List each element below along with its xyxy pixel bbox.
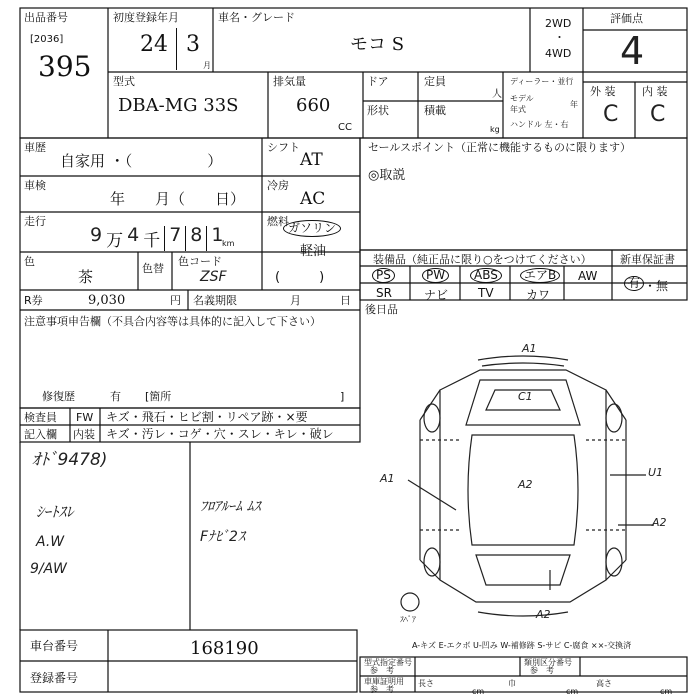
drive-4wd: 4WD <box>545 47 572 60</box>
inspector-label1: 検査員 <box>24 411 57 424</box>
equip-leather: カワ <box>526 288 551 302</box>
equip-airbag <box>520 268 560 283</box>
displacement-value: 660 <box>296 95 331 116</box>
equip-sr: SR <box>376 286 392 300</box>
length-unit: cm <box>472 687 485 696</box>
shape-label: 形状 <box>367 104 389 117</box>
type-cert-label: 型式指定番号 <box>364 658 412 667</box>
person-unit: 人 <box>492 89 502 100</box>
recycle-label: R券 <box>24 294 43 307</box>
drive-dot: ・ <box>554 31 565 44</box>
repair-close: ] <box>340 390 345 403</box>
mileage-digit: 9 <box>90 224 103 246</box>
model-value: DBA-MG 33S <box>118 95 239 116</box>
model-year-label2: 年式 <box>510 105 526 114</box>
exterior-value: C <box>603 102 619 127</box>
name-label: 車名・グレード <box>218 11 295 24</box>
km-unit: km <box>222 239 235 248</box>
grade-label: 評価点 <box>610 12 643 25</box>
exterior-label: 外 装 <box>590 85 616 98</box>
color-code-value: ZSF <box>200 269 227 285</box>
equip-abs-text: ABS <box>470 268 502 283</box>
inspector-label2: 記入欄 <box>24 428 57 441</box>
handwritten-odometer: ｵﾄﾞ9478) <box>32 450 108 470</box>
warranty-label: 新車保証書 <box>620 253 675 266</box>
spare-label: ｽﾍﾟｱ <box>400 615 416 624</box>
model-label: 型式 <box>113 75 135 88</box>
reg-month: 3 <box>186 32 200 57</box>
warranty-yes-text: 有 <box>624 276 644 291</box>
displacement-label: 排気量 <box>273 75 306 88</box>
shift-value: AT <box>300 150 323 170</box>
mileage-label: 走行 <box>24 215 46 228</box>
fw-items: キズ・飛石・ヒビ割・リペア跡・×要 <box>106 410 308 424</box>
shift-label: シフト <box>267 141 300 154</box>
interior-items: キズ・汚レ・コゲ・穴・スレ・キレ・破レ <box>106 427 334 441</box>
type-cert-sub: 参 考 <box>370 666 394 675</box>
damage-mark: C1 <box>518 390 533 403</box>
yen-unit: 円 <box>170 294 181 307</box>
repair-label: 修復歴 <box>42 390 75 403</box>
recycle-value: 9,030 <box>88 293 126 308</box>
handwritten-floor: ﾌﾛｱﾙｰﾑ ﾑｽ <box>200 499 261 515</box>
interior-value: C <box>650 102 666 127</box>
reg-label: 初度登録年月 <box>113 11 179 24</box>
inspection-label: 車検 <box>24 179 46 192</box>
mileage-readout <box>90 226 223 251</box>
year-unit: 年 <box>570 100 578 109</box>
width-label: 巾 <box>508 679 516 688</box>
equip-navi: ナビ <box>424 288 449 302</box>
interior-label: 内 装 <box>642 85 668 98</box>
color-value: 茶 <box>78 268 94 286</box>
length-label: 長さ <box>418 679 434 688</box>
class-num-label: 類別区分番号 <box>524 658 572 667</box>
inspection-value: 年 月（ 日） <box>110 190 246 208</box>
ac-label: 冷房 <box>267 179 289 192</box>
equip-airbag-text: エアB <box>520 268 560 283</box>
mileage-unit-sen: 千 <box>143 231 161 251</box>
expiry-month: 月 <box>290 294 301 307</box>
after-label: 後日品 <box>365 303 398 316</box>
mileage-digit: 8 <box>185 226 202 251</box>
expiry-day: 日 <box>340 294 351 307</box>
lot-sub: [2036] <box>30 34 64 45</box>
equipment-label: 装備品（純正品に限り○をつけてください） <box>373 253 592 266</box>
equip-ps <box>372 268 395 283</box>
reg-year: 24 <box>140 32 168 57</box>
drive-2wd: 2WD <box>545 17 572 30</box>
mileage-unit-man: 万 <box>106 231 124 251</box>
class-num-sub: 参 考 <box>530 666 554 675</box>
repair-value: 有 <box>110 390 121 403</box>
damage-mark: A2 <box>518 478 533 491</box>
kg-unit: kg <box>490 125 500 134</box>
handwritten-aw2: 9/AW <box>30 561 67 577</box>
damage-mark: A1 <box>522 342 537 355</box>
handwritten-seat: ｼｰﾄｽﾚ <box>36 503 74 521</box>
handle-label: ハンドル 左・右 <box>510 120 569 129</box>
equip-tv: TV <box>478 286 494 300</box>
ac-value: AC <box>300 189 326 209</box>
color-change-label: 色替 <box>142 262 164 275</box>
equip-ps-text: PS <box>372 268 395 283</box>
color-code-label: 色コード <box>178 255 222 268</box>
expiry-label: 名義期限 <box>193 294 237 307</box>
mileage-digit: 7 <box>164 226 181 251</box>
cert-label: 車庫証明用 <box>364 677 404 686</box>
width-unit: cm <box>566 687 579 696</box>
mileage-digit: 1 <box>206 226 223 251</box>
dealer-label: ディーラー・並行 <box>510 77 574 86</box>
interior-label: 内装 <box>73 428 95 441</box>
history-label: 車歴 <box>24 141 46 154</box>
grade-value: 4 <box>620 29 645 73</box>
capacity-label: 定員 <box>424 75 446 88</box>
mileage-digit: 4 <box>127 224 140 246</box>
equip-aw: AW <box>578 269 598 283</box>
damage-mark: U1 <box>648 466 664 479</box>
load-label: 積載 <box>424 104 446 117</box>
height-unit: cm <box>660 687 673 696</box>
fuel-label: 燃料 <box>267 215 289 228</box>
door-label: ドア <box>367 75 389 88</box>
fw-label: FW <box>76 411 94 424</box>
warranty-yes <box>624 276 644 291</box>
damage-mark: A1 <box>380 472 395 485</box>
car-name: モコ S <box>350 34 405 55</box>
sales-point: ◎取説 <box>368 168 406 183</box>
car-damage-diagram <box>360 330 687 630</box>
fuel-gasoline <box>283 220 341 237</box>
handwritten-aw: A.W <box>36 534 65 550</box>
equip-abs <box>470 268 502 283</box>
damage-legend: A-キズ E-エクボ U-凹み W-補修跡 S-サビ C-腐食 ××-交換済 <box>412 641 632 650</box>
color-label: 色 <box>24 255 35 268</box>
equip-pw <box>422 268 449 283</box>
notes-label: 注意事項申告欄（不具合内容等は具体的に記入して下さい） <box>24 315 321 328</box>
fuel-paren: ( ) <box>275 270 325 285</box>
month-unit: 月 <box>203 61 211 70</box>
chassis-value: 168190 <box>190 638 259 659</box>
model-year-label1: モデル <box>510 94 534 103</box>
history-value: 自家用 ・（ ） <box>60 152 223 170</box>
height-label: 高さ <box>596 679 612 688</box>
damage-mark: A2 <box>536 608 551 621</box>
reg-no-label: 登録番号 <box>30 671 79 685</box>
equip-pw-text: PW <box>422 268 449 283</box>
sales-label: セールスポイント（正常に機能するものに限ります） <box>368 141 632 154</box>
lot-label: 出品番号 <box>24 11 68 24</box>
lot-number: 395 <box>38 50 92 83</box>
handwritten-navi: Fﾅﾋﾞ2ｽ <box>200 529 245 545</box>
fuel-light-oil: 軽油 <box>300 244 327 259</box>
damage-mark: A2 <box>652 516 667 529</box>
warranty-none: ・無 <box>644 279 669 293</box>
fuel-gasoline-text: ガソリン <box>283 220 341 237</box>
cert-sub: 参 考 <box>370 685 394 694</box>
repair-place: [箇所 <box>145 390 172 403</box>
cc-unit: CC <box>338 122 352 133</box>
chassis-label: 車台番号 <box>30 639 79 653</box>
